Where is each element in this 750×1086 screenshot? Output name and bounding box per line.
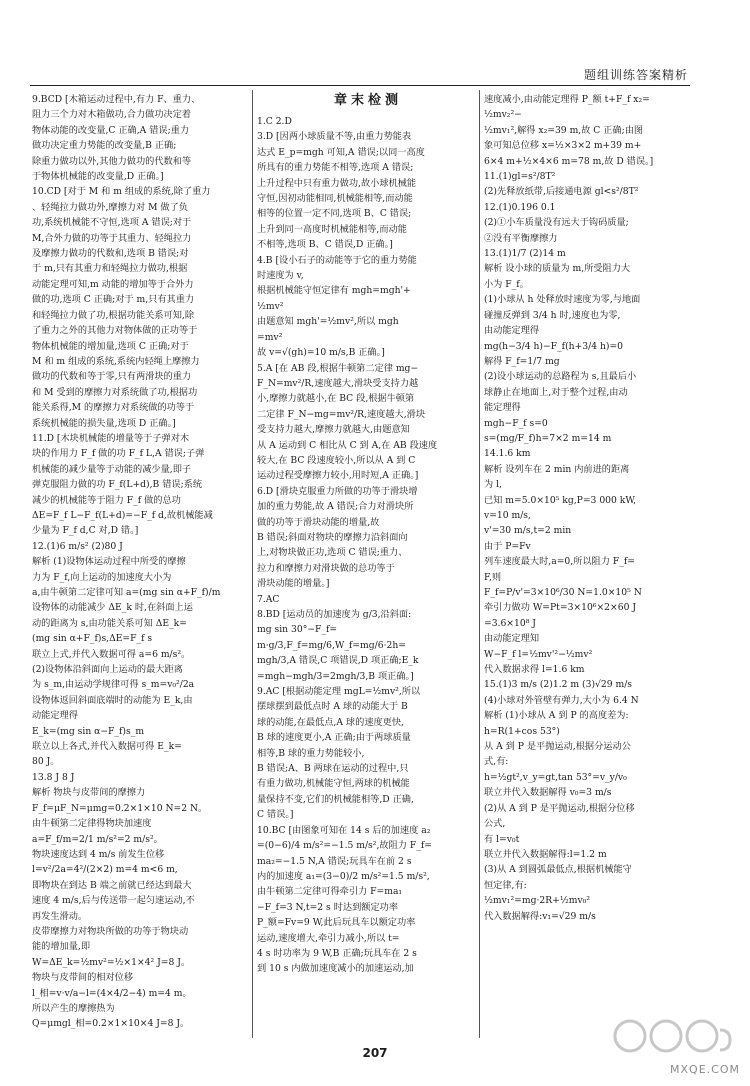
answer-line: 式,有: [484, 756, 509, 768]
answer-line: 球静止在地面上,对于整个过程,由动 [484, 386, 628, 398]
answer-line: 物块与皮带间的相对位移 [32, 972, 134, 984]
answer-line: 动的距离为 s,由功能关系可知 ΔE_k= [32, 617, 187, 629]
answer-line: F,则 [484, 571, 502, 583]
answer-line: 有 l=v₀t [484, 833, 520, 845]
answer-line: v'=30 m/s,t=2 min [484, 525, 572, 537]
answer-line: 、轻绳拉力做功外,摩擦力对 M 做了负 [32, 201, 188, 213]
answer-line: h=½gt²,v_y=gt,tan 53°=v_y/v₀ [484, 771, 627, 783]
watermark-site: MXQE.COM [670, 1063, 740, 1076]
answer-line: 力为 F_f,向上运动的加速度大小为 [32, 571, 172, 583]
answer-line: 守恒,因初动能相同,机械能相等,而动能 [257, 193, 413, 205]
answer-line: 相等,B 球的重力势能较小, [257, 747, 365, 759]
answer-line: 相等的位置一定不同,选项 B、C 错误; [257, 208, 412, 220]
answer-line: (4)小球对外管壁有弹力,大小为 6.4 N [484, 694, 639, 706]
answer-line: 小为 F_f。 [484, 278, 529, 290]
answer-line: 块的作用力 F_f 做的功 F_f L,A 错误;子弹 [32, 448, 205, 460]
answer-line: 8.BD [运动员的加速度为 g/3,沿斜面: [257, 609, 412, 620]
answer-line: =mv² [257, 331, 283, 343]
answer-line: 解得 F_f=1/7 mg [484, 355, 560, 367]
answer-line: (2)先释放纸带,后接通电源 gl<s²/8T² [484, 186, 639, 198]
answer-line: 能关系得,M 的摩擦力对系统做的功等于 [32, 402, 195, 414]
answer-line: 运动过程受摩擦力较小,用时短,A 正确。] [257, 470, 419, 482]
answer-line: 为 l, [484, 479, 502, 491]
answer-line: 6×4 m+½×4×6 m=78 m,故 D 错误。] [484, 155, 654, 167]
answer-line: 解析 (1)小球从 A 到 P 的高度差为: [484, 710, 629, 722]
answer-line: 物块速度达到 4 m/s 前发生位移 [32, 848, 165, 860]
answer-line: 恒定律,有: [484, 879, 527, 891]
answer-line: mgh−F_f s=0 [484, 417, 548, 429]
answer-line: 能的增加量,即 [32, 941, 91, 953]
answer-line: ½mv² [257, 300, 284, 312]
answer-line: 象可知总位移 x=½×3×2 m+39 m+ [484, 140, 642, 152]
answer-line: B 球的速度更小,A 正确;由于两球质量 [257, 732, 411, 744]
answer-line: 量保持不变,它们的机械能相等,D 正确, [257, 793, 414, 805]
answer-line: 由牛顿第二定律可得牵引力 F=ma₁ [257, 886, 403, 898]
answer-line: 碰撞反弹到 3/4 h 时,速度也为零, [484, 309, 621, 321]
answer-line: 及摩擦力做功的代数和,选项 B 错误;对 [32, 248, 189, 260]
answer-line: 时速度为 v, [257, 270, 304, 282]
answer-line: 解析 (1)设物体运动过程中所受的摩擦 [32, 556, 186, 568]
answer-line: 已知 m=5.0×10⁵ kg,P=3 000 kW, [484, 494, 637, 506]
answer-line: 到 10 s 内做加速度减小的加速运动,加 [257, 963, 414, 975]
answer-line: 球的动能,在最低点,A 球的速度更快, [257, 716, 404, 728]
answer-line: 15.(1)3 m/s (2)1.2 m (3)√29 m/s [484, 679, 633, 691]
answer-line: 速度减小,由动能定理得 P_额 t+F_f x₂= [484, 94, 650, 105]
answer-line: 于 m,只有其重力和轻绳拉力做功,根据 [32, 263, 188, 275]
answer-line: 除重力做功以外,其他力做功的代数和等 [32, 155, 192, 167]
answer-line: 滑块动能的增量。] [257, 578, 330, 590]
answer-line: (3)从 A 到圆弧最低点,根据机械能守 [484, 864, 632, 876]
answer-line: 所以产生的摩擦热为 [32, 1002, 115, 1014]
answer-line: 运动,速度增大,牵引力减小,所以 t= [257, 932, 400, 944]
answer-line: P_额=Fv=9 W,此后玩具车以额定功率 [257, 917, 416, 929]
answer-line: 由题意知 mgh'=½mv²,所以 mgh [257, 316, 399, 328]
answer-line: 12.(1)0.196 0.1 [484, 201, 556, 213]
answer-line: 联立上式,并代入数据可得 a=6 m/s²。 [32, 648, 191, 660]
answer-line: m·g/3,F_f=mg/6,W_f=mg/6·2h= [257, 639, 406, 651]
answer-line: 13.8 J 8 J [32, 771, 75, 783]
answer-line: 代入数据求得 l=1.6 km [484, 664, 585, 676]
answer-line: 上,对物块做正功,选项 C 错误;重力、 [257, 547, 408, 559]
answer-line: ½mv₂²− [484, 109, 522, 121]
answer-line: 加的重力势能,故 A 错误;合力对滑块所 [257, 501, 414, 513]
answer-line: 内的加速度 a₁=(3−0)/2 m/s²=1.5 m/s², [257, 870, 430, 882]
answer-line: 80 J。 [32, 756, 60, 768]
answer-column-right [484, 92, 706, 1040]
answer-line: 二定律 F_N−mg=mv²/R,速度越大,滑块 [257, 408, 426, 420]
answer-line: 由牛顿第二定律得物块加速度 [32, 818, 152, 830]
answer-line: l_相=v·v/a−l=(4×4/2−4) m=4 m。 [32, 987, 192, 999]
page-header-title: 题组训练答案精析 [583, 68, 688, 82]
answer-line: ma₂=−1.5 N,A 错误;玩具车在前 2 s [257, 855, 412, 867]
answer-line: 4.B [设小石子的动能等于它的重力势能 [257, 254, 417, 266]
answer-line: 公式, [484, 818, 506, 830]
answer-line: 9.AC [根据动能定理 mgL=½mv²,所以 [257, 686, 421, 698]
answer-line: 机械能的减少量等于动能的减少量,即子 [32, 463, 192, 475]
answer-line: 3.D [因两小球质量不等,由重力势能表 [257, 131, 412, 143]
answer-column-middle [257, 92, 479, 1040]
answer-line: Q=μmgl_相=0.2×1×10×4 J=8 J。 [32, 1018, 190, 1030]
answer-line: 6.D [滑块克服重力所做的功等于滑块增 [257, 485, 418, 497]
answer-line: 达式 E_p=mgh 可知,A 错误;以同一高度 [257, 146, 425, 158]
answer-line: 从 A 运动到 C 相比从 C 到 A,在 AB 段速度 [257, 439, 438, 451]
answer-line: 了重力之外的其他力对物体做的正功等于 [32, 325, 198, 337]
header-divider [30, 85, 690, 86]
answer-line: l=v²/2a=4²/(2×2) m=4 m<6 m, [32, 864, 178, 876]
answer-line: (2)设物体沿斜面向上运动的最大距离 [32, 664, 183, 676]
answer-line: 再发生滑动。 [32, 910, 88, 922]
answer-line: (2)设小球运动的总路程为 s,且最后小 [484, 371, 637, 383]
answer-line: 13.(1)1/7 (2)14 m [484, 248, 566, 260]
answer-line: 解析 设小球的质量为 m,所受阻力大 [484, 263, 631, 275]
answer-line: 列车速度最大时,a=0,所以阻力 F_f= [484, 556, 635, 568]
answer-line: 上升过程中只有重力做功,故小球机械能 [257, 177, 417, 189]
answer-line: 从 A 到 P 是平抛运动,根据分运动公 [484, 741, 631, 753]
answer-line: 9.BCD [木箱运动过程中,有力 F、重力、 [32, 94, 201, 105]
answer-line: (2)从 A 到 P 是平抛运动,根据分位移 [484, 802, 635, 814]
answer-line: M,合外力做的功等于其重力、轻绳拉力 [32, 232, 192, 244]
answer-line: 根据机械能守恒定律有 mgh=mgh'+ [257, 285, 411, 297]
answer-line: (mg sin α+F_f)s,ΔE=F_f s [32, 633, 153, 645]
answer-line: 7.AC [257, 593, 280, 605]
answer-line: 由动能定理得 [484, 325, 540, 337]
answer-line: mgh/3,A 错误,C 项错误,D 项正确;E_k [257, 655, 419, 667]
answer-line: 拉力和摩擦力对滑块做的总功等于 [257, 562, 395, 574]
answer-line: 弹克服阻力做的功 F_f(L+d),B 错误;系统 [32, 479, 203, 491]
answer-line: 联立并代入数据解得:l=1.2 m [484, 848, 607, 860]
answer-line: 较大,在 BC 段速度较小,所以从 A 到 C [257, 454, 416, 466]
answer-line: ½mv₁²=mg·2R+½mv₀² [484, 895, 591, 907]
answer-line: 做的功,选项 C 正确;对于 m,只有其重力 [32, 294, 195, 306]
answer-line: 4 s 时功率为 9 W,B 正确;玩具车在 2 s [257, 947, 417, 959]
answer-line: 做的功等于滑块动能的增量,故 [257, 516, 380, 528]
section-title: 章末检测 [333, 93, 402, 108]
answer-line: 10.CD [对于 M 和 m 组成的系统,除了重力 [32, 186, 211, 198]
answer-line: 做功的代数和等于零,只有两滑块的重力 [32, 371, 192, 383]
answer-line: 不相等,选项 B、C 错误,D 正确。] [257, 239, 393, 251]
answer-line: ΔE=F_f L−F_f(L+d)=−F_f d,故机械能减 [32, 509, 213, 521]
answer-line: 由于 P=Fv [484, 540, 531, 552]
answer-line: F_f=P/v'=3×10⁶/30 N=1.0×10⁵ N [484, 587, 642, 598]
answer-line: 解析 设列车在 2 min 内前进的距离 [484, 463, 630, 475]
answer-line: ½mv₁²,解得 x₂=39 m,故 C 正确;由图 [484, 124, 644, 136]
answer-line: h=R(1+cos 53°) [484, 725, 560, 737]
answer-line: a=F_f/m=2/1 m/s²=2 m/s²。 [32, 833, 163, 845]
answer-line: F_f=μF_N=μmg=0.2×1×10 N=2 N。 [32, 802, 208, 814]
answer-line: 14.1.6 km [484, 448, 531, 460]
answer-line: 设物体返回斜面底端时的动能为 E_k,由 [32, 694, 193, 706]
answer-line: 11.(1)gl=s²/8T² [484, 171, 556, 183]
answer-line: 速度 4 m/s,后与传送带一起匀速运动,不 [32, 895, 195, 907]
answer-line: 即物块在到达 B 端之前就已经达到最大 [32, 879, 192, 891]
answer-line: 解析 物块与皮带间的摩擦力 [32, 787, 146, 799]
answer-line: 5.A [在 AB 段,根据牛顿第二定律 mg− [257, 362, 419, 374]
answer-line: 小,摩擦力就越小,在 BC 段,根据牛顿第 [257, 393, 415, 405]
answer-line: B 错误;斜面对物块的摩擦力沿斜面向 [257, 531, 408, 543]
answer-line: 动能定理得 [32, 710, 78, 722]
answer-line: 皮带摩擦力对物块所做的功等于物块动 [32, 925, 189, 937]
answer-line: mg(h−3/4 h)−F_f(h+3/4 h)=0 [484, 340, 624, 352]
answer-line: 物体机械能的增加量,选项 C 正确;对于 [32, 340, 189, 352]
answer-line: 做功决定重力势能的改变量,B 正确; [32, 140, 177, 152]
answer-line: 故 v=√(gh)=10 m/s,B 正确。] [257, 347, 385, 359]
answer-line: 有重力做功,机械能守恒,两球的机械能 [257, 778, 410, 790]
answer-line: B 错误;A、B 两球在运动的过程中,只 [257, 763, 409, 775]
answer-line: mg sin 30°−F_f= [257, 624, 338, 636]
chapter-test-answers [257, 114, 479, 977]
answer-line: 12.(1)6 m/s² (2)80 J [32, 540, 123, 552]
answer-line: 系统机械能的损失量,选项 D 正确。] [32, 417, 176, 429]
answer-line: 11.D [木块机械能的增量等于子弹对木 [32, 432, 190, 444]
answer-line: s=(mg/F_f)h=7×2 m=14 m [484, 432, 612, 444]
answer-line: 10.BC [由图象可知在 14 s 后的加速度 a₂ [257, 824, 431, 836]
answer-line: 功,系统机械能不守恒,选项 A 错误;对于 [32, 217, 192, 229]
page-number: 207 [362, 1046, 388, 1060]
answer-line: 于物体机械能的改变量,D 正确。] [32, 171, 164, 183]
answer-line: 上升到同一高度时机械能相等,而动能 [257, 223, 407, 235]
answer-line: (1)小球从 h 处释放时速度为零,与地面 [484, 294, 641, 306]
answer-line: W−F_f l=½mv'²−½mv² [484, 648, 593, 660]
column-divider-right [479, 90, 480, 1038]
answer-line: =mgh−mgh/3=2mgh/3,B 项正确。] [257, 670, 414, 682]
answer-column-left [32, 92, 254, 1040]
answer-line: ②没有平衡摩擦力 [484, 232, 558, 244]
answer-line: =(0−6)/4 m/s²=−1.5 m/s²,故阻力 F_f= [257, 840, 432, 852]
answer-line: a,由牛顿第二定律可知 a=(mg sin α+F_f)/m [32, 587, 221, 598]
answer-line: 所具有的重力势能不相等,选项 A 错误; [257, 162, 414, 174]
answer-line: 由动能定理知 [484, 633, 540, 645]
answer-line: 能定理得 [484, 402, 521, 414]
answer-line: 动能定理可知,m 动能的增加等于合外力 [32, 278, 194, 290]
answer-line: 受支持力越大,摩擦力就越大,由题意知 [257, 424, 410, 436]
answer-line: 联立以上各式,并代入数据可得 E_k= [32, 741, 182, 753]
answer-line: =3.6×10⁸ J [484, 617, 536, 629]
answer-line: 为 s_m,由运动学规律可得 s_m=v₀²/2a [32, 679, 195, 691]
answer-line: C 错误。] [257, 809, 294, 821]
answer-line: (2)①小车质量没有远大于钩码质量; [484, 217, 629, 229]
answer-line: 物体动能的改变量,C 正确,A 错误;重力 [32, 124, 190, 136]
answer-line: M 和 m 组成的系统,系统内轻绳上摩擦力 [32, 355, 200, 367]
answer-line: −F_f=3 N,t=2 s 时达到额定功率 [257, 901, 399, 913]
answer-line: E_k=(mg sin α−F_f)s_m [32, 725, 145, 737]
answer-line: 联立并代入数据解得 v₀=3 m/s [484, 787, 612, 799]
answer-line: F_N=mv²/R,速度越大,滑块受支持力越 [257, 377, 419, 389]
answer-line: 和轻绳拉力做了功,根据功能关系可知,除 [32, 309, 195, 321]
answer-line: 1.C 2.D [257, 116, 292, 127]
answer-line: 代入数据解得:v₁=√29 m/s [484, 910, 596, 922]
answer-line: W=ΔE_k=½mv²=½×1×4² J=8 J。 [32, 956, 191, 968]
answer-line: 少量为 F_f d,C 对,D 错。] [32, 525, 139, 537]
answer-line: 减少的机械能等于阻力 F_f 做的总功 [32, 494, 181, 506]
answer-line: 牵引力做功 W=Pt=3×10⁶×2×60 J [484, 602, 637, 614]
answer-line: v=10 m/s, [484, 509, 531, 521]
answer-line: 摆球摆到最低点时 A 球的动能大于 B [257, 701, 408, 713]
answer-line: 阻力三个力对木箱做功,合力做功决定着 [32, 109, 192, 121]
answer-line: 和 M 受到的摩擦力对系统做了功,根据功 [32, 386, 198, 398]
answer-line: 设物体的动能减少 ΔE_k 时,在斜面上运 [32, 602, 193, 614]
